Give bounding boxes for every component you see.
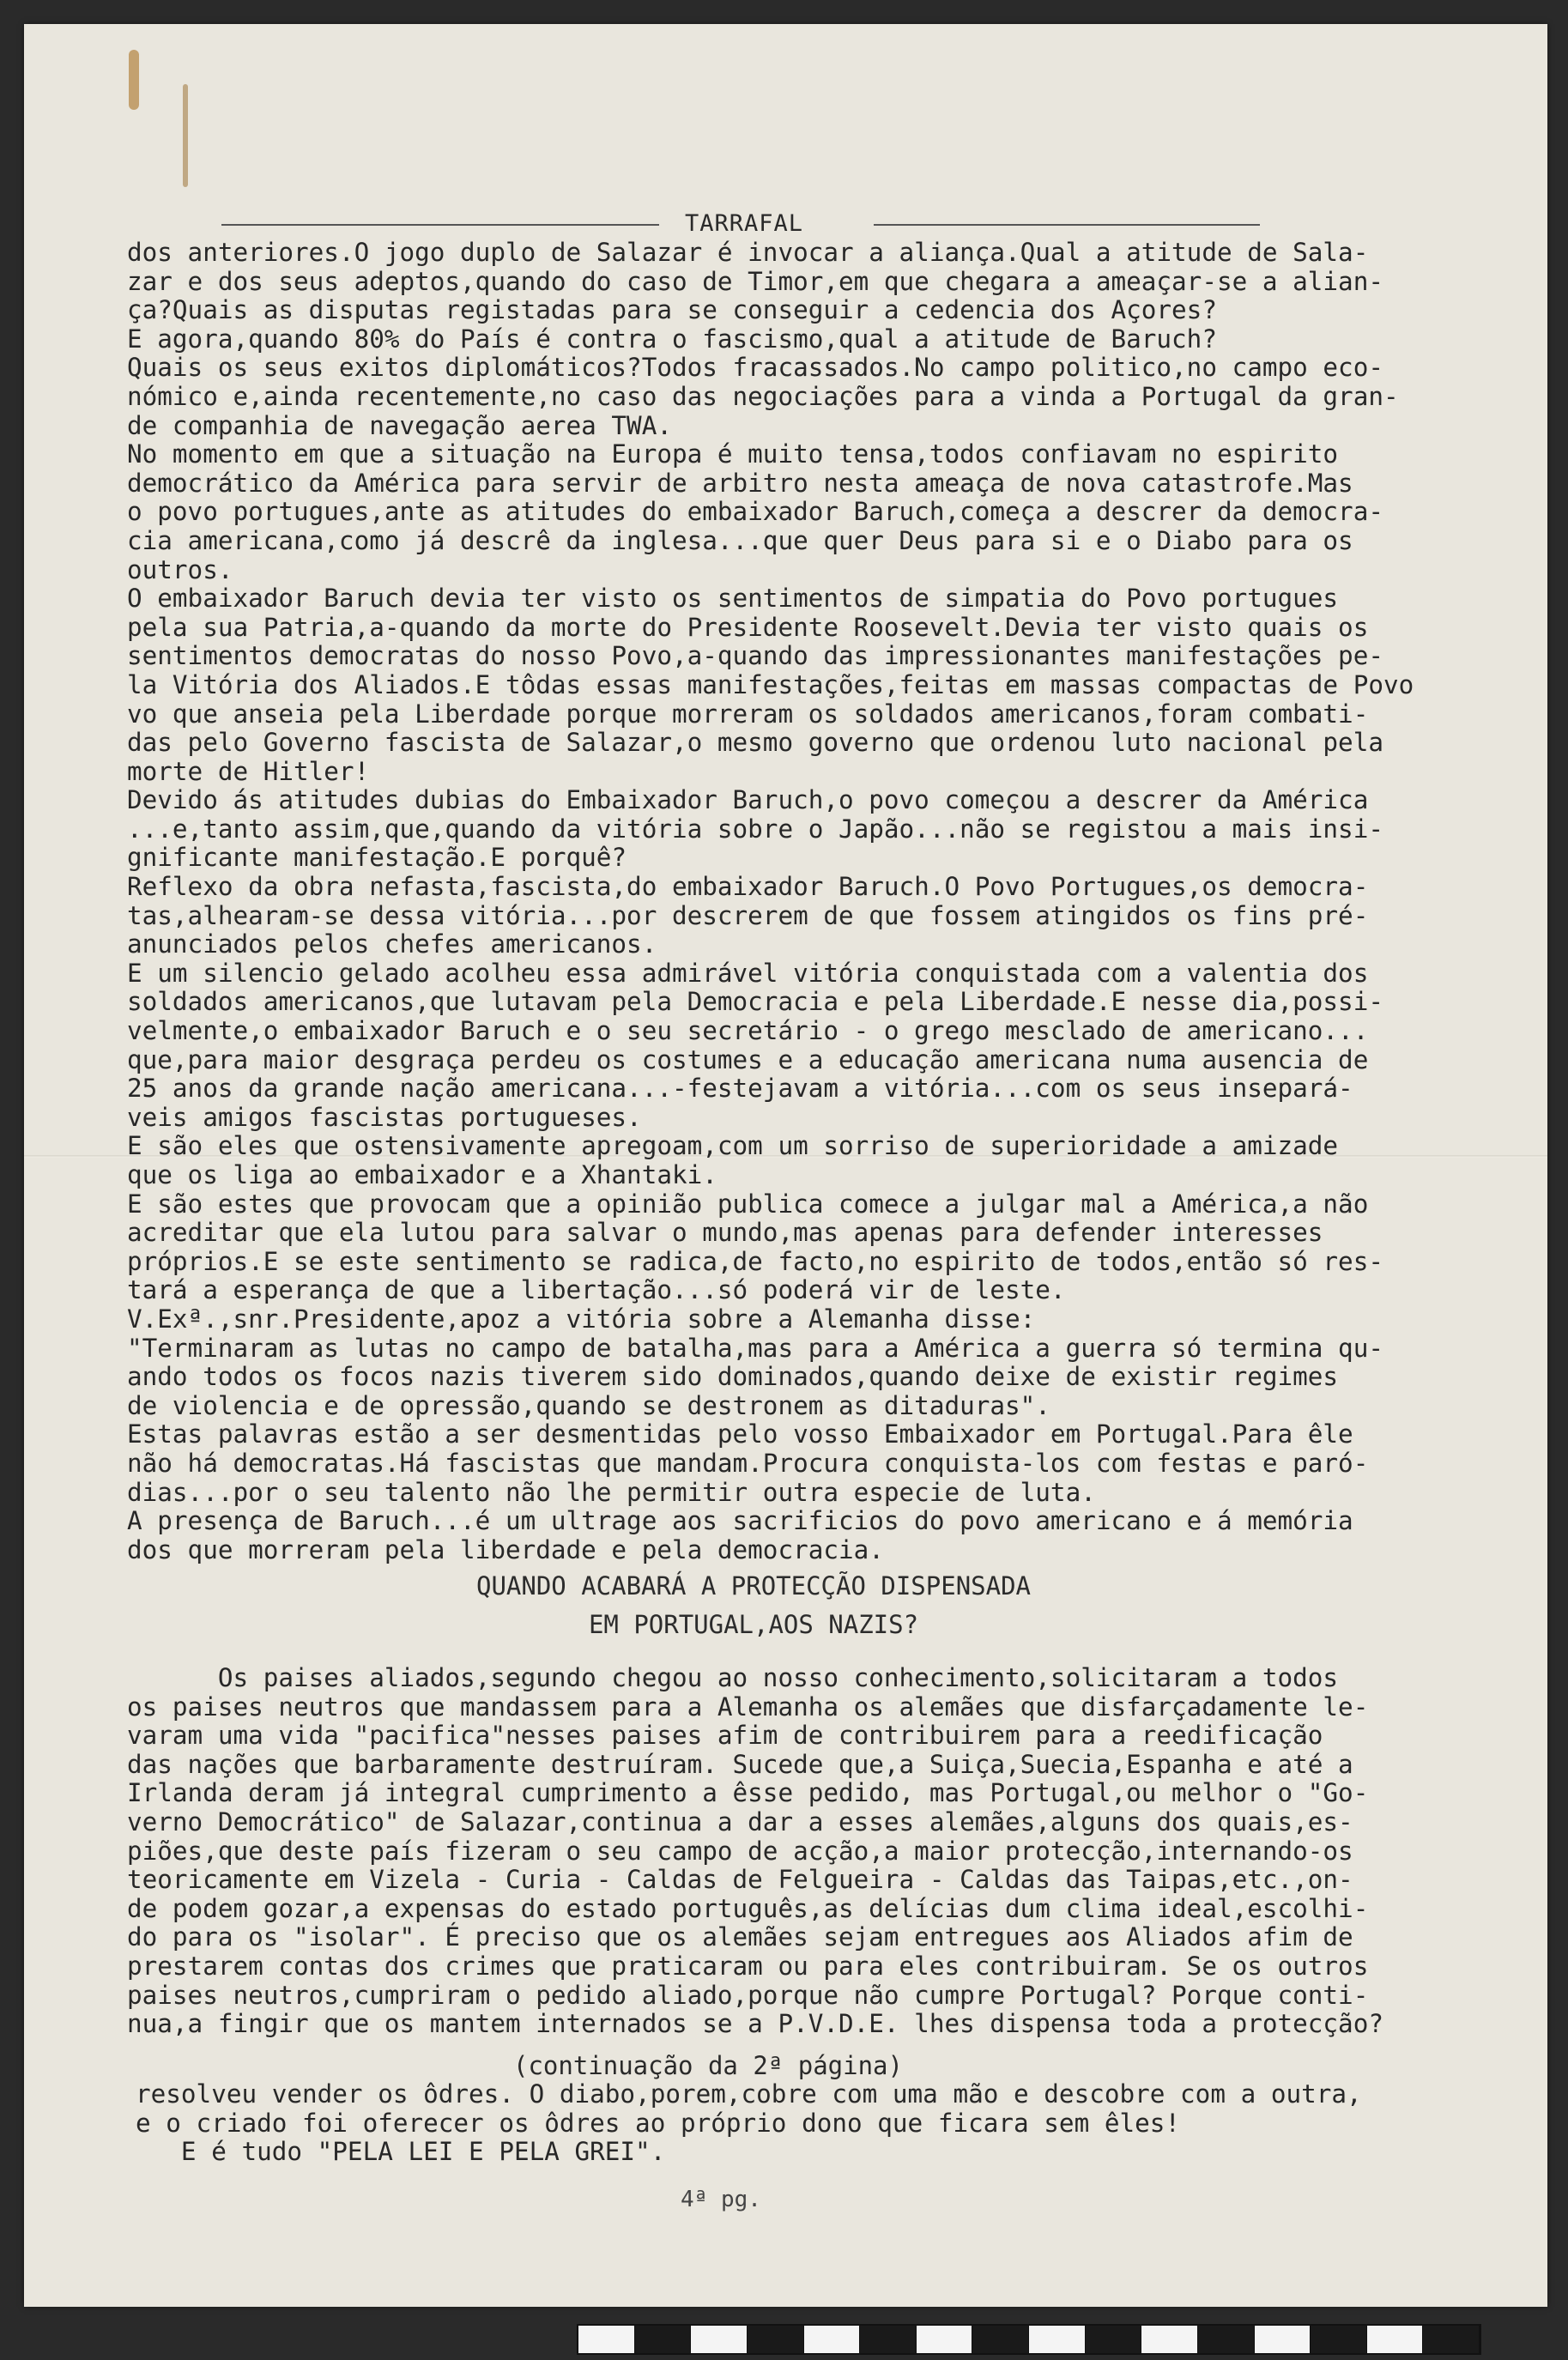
text-line: Irlanda deram já integral cumprimento a êsse pedido, mas Portugal,ou melhor o "Go-: [127, 1778, 1369, 1808]
text-line: E é tudo "PELA LEI E PELA GREI".: [136, 2137, 666, 2167]
text-line: V.Exª.,snr.Presidente,apoz a vitória sobre a Alemanha disse:: [127, 1304, 1036, 1334]
text-line: das nações que barbaramente destruíram. Sucede que,a Suiça,Suecia,Espanha e até a: [127, 1749, 1353, 1779]
text-line: ando todos os focos nazis tiverem sido dominados,quando deixe de existir regimes: [127, 1362, 1339, 1392]
stain-mark: [129, 50, 139, 110]
text-line: que os liga ao embaixador e a Xhantaki.: [127, 1160, 717, 1189]
text-line: nómico e,ainda recentemente,no caso das negociações para a vinda a Portugal da gran-: [127, 381, 1399, 411]
text-line: morte de Hitler!: [127, 756, 370, 786]
header-rule-left: [221, 224, 659, 226]
text-line: acreditar que ela lutou para salvar o mundo,mas apenas para defender interesses: [127, 1218, 1323, 1248]
ruler-segment: [1311, 2326, 1367, 2353]
text-line: piões,que deste país fizeram o seu campo de acção,a maior protecção,internando-os: [127, 1836, 1353, 1866]
text-line: pela sua Patria,a-quando da morte do Presidente Roosevelt.Devia ter visto quais os: [127, 612, 1369, 642]
ruler-segment: [691, 2326, 748, 2353]
text-line: dos que morreram pela liberdade e pela democracia.: [127, 1534, 884, 1564]
text-line: veis amigos fascistas portugueses.: [127, 1102, 642, 1132]
text-line: prestarem contas dos crimes que praticaram ou para eles contribuiram. Se os outros: [127, 1951, 1369, 1981]
header-rule-right: [874, 224, 1260, 226]
text-line: Quais os seus exitos diplomáticos?Todos fracassados.No campo politico,no campo eco-: [127, 353, 1383, 383]
ruler-segment: [578, 2326, 635, 2353]
text-line: de podem gozar,a expensas do estado português,as delícias dum clima ideal,escolhi-: [127, 1893, 1369, 1923]
text-line: velmente,o embaixador Baruch e o seu secretário - o grego mesclado de americano...: [127, 1016, 1369, 1046]
text-line: e o criado foi oferecer os ôdres ao próprio dono que ficara sem êles!: [136, 2108, 1181, 2138]
continuation-note: (continuação da 2ª página): [513, 2051, 903, 2080]
text-line: la Vitória dos Aliados.E tôdas essas manifestações,feitas em massas compactas de Povo: [127, 669, 1414, 699]
ruler-segment: [1029, 2326, 1086, 2353]
text-line: varam uma vida "pacifica"nesses paises afim de contribuirem para a reedificação: [127, 1721, 1323, 1751]
text-line: A presença de Baruch...é um ultrage aos sacrificios do povo americano e á memória: [127, 1506, 1353, 1536]
ruler-segment: [1086, 2326, 1142, 2353]
text-line: paises neutros,cumpriram o pedido aliado,porque não cumpre Portugal? Porque conti-: [127, 1980, 1369, 2010]
text-line: Reflexo da obra nefasta,fascista,do embaixador Baruch.O Povo Portugues,os democra-: [127, 872, 1369, 902]
text-line: não há democratas.Há fascistas que mandam.Procura conquista-los com festas e paró-: [127, 1448, 1369, 1478]
ruler-segment: [1141, 2326, 1198, 2353]
scale-ruler: [577, 2324, 1481, 2355]
main-article: [127, 239, 1466, 1564]
text-line: próprios.E se este sentimento se radica,de facto,no espirito de todos,então só res-: [127, 1246, 1383, 1276]
continued-text: [136, 2080, 1474, 2167]
ruler-segment: [1367, 2326, 1424, 2353]
text-line: teoricamente em Vizela - Curia - Caldas de Felgueira - Caldas das Taipas,etc.,on-: [127, 1865, 1353, 1895]
ruler-segment: [635, 2326, 692, 2353]
page-header: TARRAFAL: [685, 210, 804, 237]
text-line: 25 anos da grande nação americana...-festejavam a vitória...com os seus insepará-: [127, 1074, 1353, 1104]
ruler-segment: [1423, 2326, 1480, 2353]
text-line: verno Democrático" de Salazar,continua a dar a esses alemães,alguns dos quais,es-: [127, 1806, 1353, 1837]
page-number: 4ª pg.: [681, 2187, 761, 2212]
ruler-segment: [1255, 2326, 1311, 2353]
text-line: E agora,quando 80% do País é contra o fascismo,qual a atitude de Baruch?: [127, 324, 1217, 354]
text-line: E um silencio gelado acolheu essa admirável vitória conquistada com a valentia dos: [127, 958, 1369, 988]
ruler-segment: [860, 2326, 917, 2353]
section-subtitle: EM PORTUGAL,AOS NAZIS?: [588, 1610, 919, 1639]
text-line: tará a esperança de que a libertação...só poderá vir de leste.: [127, 1275, 1066, 1305]
text-line: Os paises aliados,segundo chegou ao nosso conhecimento,solicitaram a todos: [127, 1663, 1339, 1692]
text-line: os paises neutros que mandassem para a Alemanha os alemães que disfarçadamente le-: [127, 1691, 1369, 1722]
ruler-segment: [972, 2326, 1029, 2353]
text-line: Estas palavras estão a ser desmentidas pelo vosso Embaixador em Portugal.Para êle: [127, 1419, 1353, 1449]
text-line: tas,alhearam-se dessa vitória...por descrerem de que fossem atingidos os fins pré-: [127, 900, 1369, 930]
text-line: das pelo Governo fascista de Salazar,o mesmo governo que ordenou luto nacional pela: [127, 728, 1383, 758]
text-line: gnificante manifestação.E porquê?: [127, 843, 627, 873]
text-line: outros.: [127, 554, 233, 584]
text-line: de companhia de navegação aerea TWA.: [127, 410, 672, 440]
text-line: anunciados pelos chefes americanos.: [127, 929, 657, 959]
text-line: ça?Quais as disputas registadas para se conseguir a cedencia dos Açores?: [127, 295, 1217, 325]
text-line: democrático da América para servir de arbitro nesta ameaça de nova catastrofe.Mas: [127, 468, 1353, 498]
text-line: resolveu vender os ôdres. O diabo,porem,cobre com uma mão e descobre com a outra,: [136, 2079, 1362, 2109]
text-line: "Terminaram as lutas no campo de batalha,mas para a América a guerra só termina qu-: [127, 1333, 1383, 1363]
text-line: vo que anseia pela Liberdade porque morreram os soldados americanos,foram combati-: [127, 699, 1369, 729]
text-line: soldados americanos,que lutavam pela Democracia e pela Liberdade.E nesse dia,possi-: [127, 987, 1383, 1017]
text-line: O embaixador Baruch devia ter visto os sentimentos de simpatia do Povo portugues: [127, 584, 1339, 614]
text-line: E são estes que provocam que a opinião publica comece a julgar mal a América,a não: [127, 1189, 1369, 1219]
text-line: zar e dos seus adeptos,quando do caso de Timor,em que chegara a ameaçar-se a alian-: [127, 266, 1383, 296]
text-line: cia americana,como já descrê da inglesa...que quer Deus para si e o Diabo para os: [127, 525, 1353, 555]
text-line: dos anteriores.O jogo duplo de Salazar é invocar a aliança.Qual a atitude de Sala-: [127, 238, 1369, 267]
ruler-segment: [917, 2326, 973, 2353]
ruler-segment: [804, 2326, 861, 2353]
text-line: E são eles que ostensivamente apregoam,com um sorriso de superioridade a amizade: [127, 1131, 1339, 1161]
ruler-segment: [748, 2326, 804, 2353]
text-line: sentimentos democratas do nosso Povo,a-quando das impressionantes manifestações pe-: [127, 641, 1383, 671]
text-line: de violencia e de opressão,quando se destronem as ditaduras".: [127, 1390, 1050, 1420]
text-line: No momento em que a situação na Europa é muito tensa,todos confiavam no espirito: [127, 439, 1339, 469]
document-page: [24, 24, 1547, 2307]
text-line: Devido ás atitudes dubias do Embaixador Baruch,o povo começou a descrer da América: [127, 785, 1369, 815]
stain-mark: [183, 84, 188, 187]
text-line: dias...por o seu talento não lhe permitir outra especie de luta.: [127, 1477, 1096, 1507]
section-article: [127, 1664, 1466, 2039]
ruler-segment: [1198, 2326, 1255, 2353]
text-line: do para os "isolar". É preciso que os alemães sejam entregues aos Aliados afim de: [127, 1922, 1353, 1952]
section-title: QUANDO ACABARÁ A PROTECÇÃO DISPENSADA: [475, 1571, 1031, 1601]
text-line: que,para maior desgraça perdeu os costumes e a educação americana numa ausencia de: [127, 1044, 1369, 1074]
text-line: ...e,tanto assim,que,quando da vitória sobre o Japão...não se registou a mais insi-: [127, 814, 1383, 844]
text-line: o povo portugues,ante as atitudes do embaixador Baruch,começa a descrer da democra-: [127, 497, 1383, 527]
text-line: nua,a fingir que os mantem internados se a P.V.D.E. lhes dispensa toda a protecção?: [127, 2009, 1383, 2039]
